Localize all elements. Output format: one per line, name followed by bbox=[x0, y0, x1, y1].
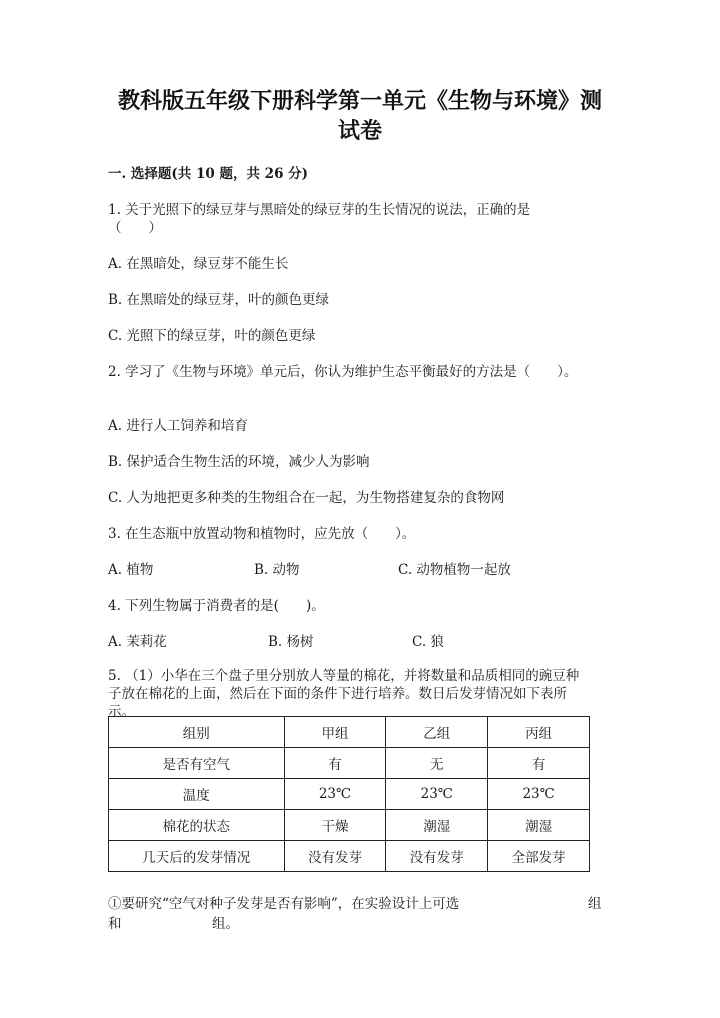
table-cell: 没有发芽 bbox=[284, 841, 386, 872]
table-cell: 全部发芽 bbox=[488, 841, 590, 872]
table-row bbox=[109, 779, 590, 810]
table-cell: 23℃ bbox=[488, 779, 590, 810]
q4-option-c: C. 狼 bbox=[412, 634, 444, 650]
sub1-line-1: ①要研究“空气对种子发芽是否有影响”，在实验设计上可选 bbox=[108, 896, 460, 912]
table-cell: 没有发芽 bbox=[386, 841, 488, 872]
table-cell: 23℃ bbox=[284, 779, 386, 810]
table-cell: 无 bbox=[386, 748, 488, 779]
title-line-2: 试卷 bbox=[337, 118, 382, 144]
sub1-blank2-suffix: 组。 bbox=[212, 916, 239, 932]
q3-option-c: C. 动物植物一起放 bbox=[398, 562, 511, 578]
q2-option-c: C. 人为地把更多种类的生物组合在一起，为生物搭建复杂的食物网 bbox=[108, 490, 505, 506]
table-cell: 干燥 bbox=[284, 810, 386, 841]
table-cell: 23℃ bbox=[386, 779, 488, 810]
q5-stem-line-1: 5. （1）小华在三个盘子里分别放人等量的棉花，并将数量和品质相同的豌豆种 bbox=[108, 668, 580, 684]
section-heading: 一. 选择题(共 10 题，共 26 分) bbox=[108, 166, 309, 182]
table-row bbox=[109, 748, 590, 779]
q1-option-c: C. 光照下的绿豆芽，叶的颜色更绿 bbox=[108, 328, 316, 344]
q1-stem-line-1: 1. 关于光照下的绿豆芽与黑暗处的绿豆芽的生长情况的说法，正确的是 bbox=[108, 202, 531, 218]
germination-table bbox=[108, 716, 590, 872]
table-row bbox=[109, 841, 590, 872]
title-line-1: 教科版五年级下册科学第一单元《生物与环境》测 bbox=[117, 88, 602, 114]
exam-title bbox=[100, 86, 620, 146]
q1-option-b: B. 在黑暗处的绿豆芽，叶的颜色更绿 bbox=[108, 292, 330, 308]
q3-option-a: A. 植物 bbox=[108, 562, 154, 578]
table-cell: 有 bbox=[284, 748, 386, 779]
table-cell: 是否有空气 bbox=[109, 748, 285, 779]
q1-option-a: A. 在黑暗处，绿豆芽不能生长 bbox=[108, 256, 289, 272]
q1-stem-line-2: （ ） bbox=[108, 220, 162, 236]
table-cell: 乙组 bbox=[386, 717, 488, 748]
q4-option-a: A. 茉莉花 bbox=[108, 634, 167, 650]
table-cell: 潮湿 bbox=[488, 810, 590, 841]
table-cell: 丙组 bbox=[488, 717, 590, 748]
table-cell: 温度 bbox=[109, 779, 285, 810]
table-cell: 潮湿 bbox=[386, 810, 488, 841]
q2-option-b: B. 保护适合生物生活的环境，减少人为影响 bbox=[108, 454, 370, 470]
table-row bbox=[109, 810, 590, 841]
q4-option-b: B. 杨树 bbox=[268, 634, 314, 650]
table-cell: 几天后的发芽情况 bbox=[109, 841, 285, 872]
table-row bbox=[109, 717, 590, 748]
q3-stem: 3. 在生态瓶中放置动物和植物时，应先放（ ）。 bbox=[108, 526, 416, 542]
q5-stem-line-3: 示。 bbox=[108, 704, 135, 720]
q3-option-b: B. 动物 bbox=[254, 562, 300, 578]
q4-stem: 4. 下列生物属于消费者的是( )。 bbox=[108, 598, 325, 614]
table-cell: 甲组 bbox=[284, 717, 386, 748]
sub1-line-2-prefix: 和 bbox=[108, 916, 122, 932]
table-cell: 有 bbox=[488, 748, 590, 779]
q5-stem-line-2: 子放在棉花的上面，然后在下面的条件下进行培养。数日后发芽情况如下表所 bbox=[108, 686, 567, 702]
table-cell: 棉花的状态 bbox=[109, 810, 285, 841]
q2-stem: 2. 学习了《生物与环境》单元后，你认为维护生态平衡最好的方法是（ ）。 bbox=[108, 364, 578, 380]
q2-option-a: A. 进行人工饲养和培育 bbox=[108, 418, 248, 434]
sub1-blank1-suffix: 组 bbox=[588, 896, 602, 912]
table-cell: 组别 bbox=[109, 717, 285, 748]
